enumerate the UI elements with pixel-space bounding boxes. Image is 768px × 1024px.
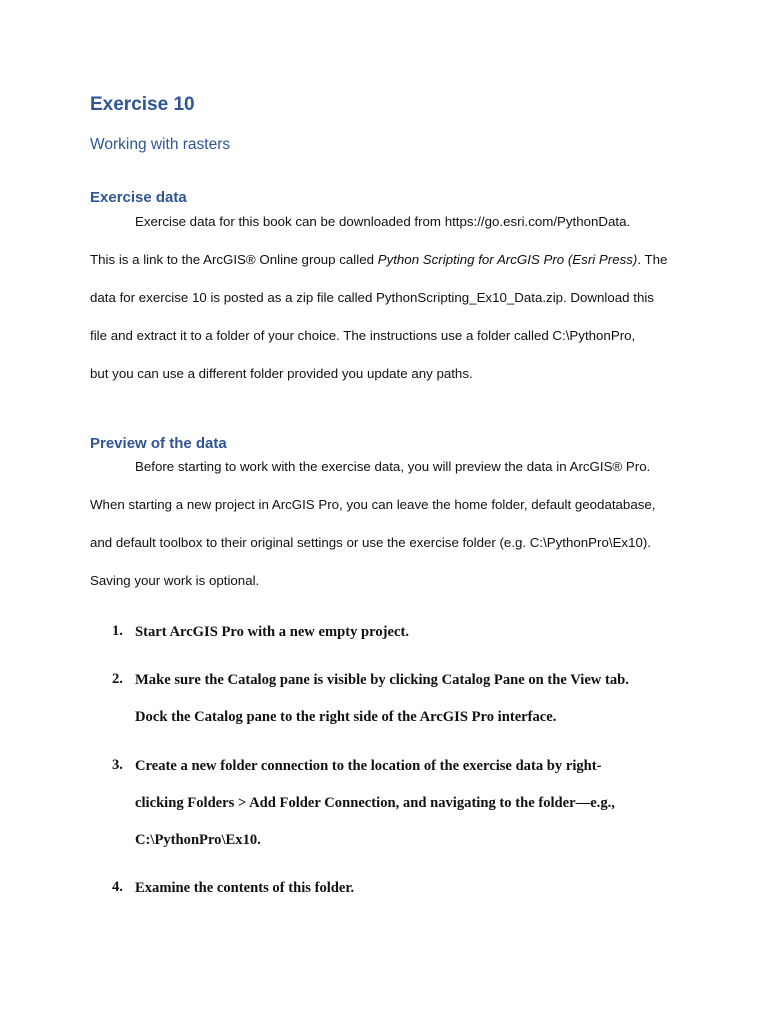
step-number: 2. — [112, 671, 123, 687]
step-number: 1. — [112, 623, 123, 639]
step-line: Dock the Catalog pane to the right side of the ArcGIS Pro interface. — [135, 709, 557, 725]
step-text — [135, 662, 695, 736]
step-number: 4. — [112, 879, 123, 895]
paragraph-line-text: . The — [637, 252, 668, 267]
paragraph-line: Before starting to work with the exercise data, you will preview the data in ArcGIS® Pro. — [135, 459, 651, 474]
step-line: Examine the contents of this folder. — [135, 880, 355, 896]
step-text — [135, 870, 695, 907]
step-text — [135, 748, 695, 859]
paragraph-line: When starting a new project in ArcGIS Pro, you can leave the home folder, default geodatabase, — [90, 497, 656, 512]
paragraph-line: Saving your work is optional. — [90, 573, 260, 588]
exercise-data-paragraph — [90, 203, 690, 393]
step-line: Create a new folder connection to the location of the exercise data by right- — [135, 758, 602, 774]
page-title: Exercise 10 — [90, 94, 195, 115]
preview-paragraph — [90, 448, 690, 600]
paragraph-line: data for exercise 10 is posted as a zip file called PythonScripting_Ex10_Data.zip. Download this — [90, 290, 654, 305]
paragraph-line: Exercise data for this book can be downloaded from https://go.esri.com/PythonData. — [135, 214, 631, 229]
step-line: Make sure the Catalog pane is visible by clicking Catalog Pane on the View tab. — [135, 672, 629, 688]
step-number: 3. — [112, 757, 123, 773]
paragraph-line-text: This is a link to the ArcGIS® Online group called — [90, 252, 378, 267]
paragraph-line: and default toolbox to their original settings or use the exercise folder (e.g. C:\PythonPro\Ex10). — [90, 535, 651, 550]
section-heading-preview: Preview of the data — [90, 435, 227, 452]
paragraph-line: but you can use a different folder provided you update any paths. — [90, 366, 473, 381]
step-line: Start ArcGIS Pro with a new empty project. — [135, 624, 410, 640]
step-line: clicking Folders > Add Folder Connection, and navigating to the folder—e.g., — [135, 795, 615, 811]
page-subtitle: Working with rasters — [90, 136, 231, 153]
book-title-italic: Python Scripting for ArcGIS Pro (Esri Press) — [377, 252, 638, 267]
paragraph-line — [90, 241, 690, 279]
section-heading-exercise-data: Exercise data — [90, 189, 187, 206]
paragraph-line: file and extract it to a folder of your choice. The instructions use a folder called C:\PythonPro, — [90, 328, 636, 343]
step-text — [135, 614, 695, 651]
step-line: C:\PythonPro\Ex10. — [135, 832, 261, 848]
